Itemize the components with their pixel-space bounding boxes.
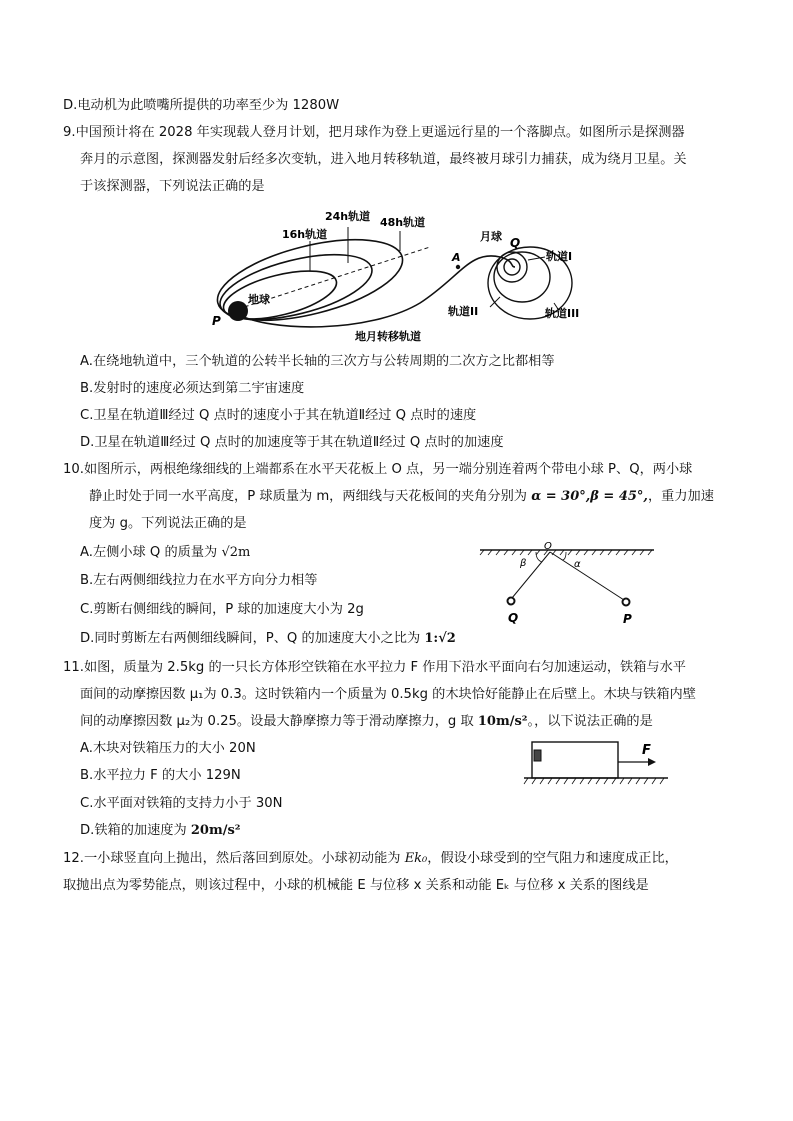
moon	[504, 259, 520, 275]
label-orbit-II: 轨道II	[448, 305, 479, 318]
point-a-dot	[456, 265, 460, 269]
q10-option-d-math: 1:√2	[424, 631, 456, 646]
q10-option-a-text: A.左侧小球 Q 的质量为	[80, 545, 218, 560]
q10-stem-tail: ，重力加速	[647, 489, 714, 504]
label-beta: β	[520, 558, 527, 569]
q9-stem-line1: 9.中国预计将在 2028 年实现载人登月计划，把月球作为登上更遥远行星的一个落脚点。如图所示是探测器	[63, 125, 685, 140]
q9-stem-line2: 奔月的示意图，探测器发射后经多次变轨，进入地月转移轨道，最终被月球引力捕获，成为绕月卫星。关	[80, 152, 687, 167]
q11-option-d	[80, 822, 240, 840]
label-orbit-III: 轨道III	[545, 307, 580, 320]
orbit-diagram	[200, 205, 600, 345]
q12-ek0: Ek₀	[404, 851, 428, 866]
q9-option-c: C.卫星在轨道Ⅲ经过 Q 点时的速度小于其在轨道Ⅱ经过 Q 点时的速度	[80, 408, 477, 423]
label-alpha: α	[574, 559, 581, 570]
ball-q	[508, 598, 515, 605]
q9-stem-line3: 于该探测器，下列说法正确的是	[80, 179, 265, 194]
q10-option-d-text: D.同时剪断左右两侧细线瞬间，P、Q 的加速度大小之比为	[80, 631, 421, 646]
q10-option-c: C.剪断右侧细线的瞬间，P 球的加速度大小为 2g	[80, 602, 364, 617]
q11-g-value: 10m/s²	[477, 714, 528, 729]
q12-stem-line1	[63, 850, 678, 868]
q11-option-b: B.水平拉力 F 的大小 129N	[80, 768, 241, 783]
label-earth: 地球	[248, 293, 270, 306]
label-16h: 16h轨道	[282, 228, 328, 241]
string-left	[512, 552, 550, 598]
box-diagram	[520, 738, 670, 794]
q11-stem-line1: 11.如图，质量为 2.5kg 的一只长方体形空铁箱在水平拉力 F 作用下沿水平面向右匀加速运动，铁箱与水平	[63, 660, 686, 675]
q11-stem-line3	[80, 713, 653, 731]
q9-option-d: D.卫星在轨道Ⅲ经过 Q 点时的加速度等于其在轨道Ⅱ经过 Q 点时的加速度	[80, 435, 504, 450]
q10-angles: α = 30°,β = 45°,	[531, 489, 648, 504]
orbit-I	[497, 252, 527, 282]
q12-stem-line2: 取抛出点为零势能点，则该过程中，小球的机械能 E 与位移 x 关系和动能 Eₖ 与位移 x 关系的图线是	[63, 878, 649, 893]
label-f: F	[642, 743, 651, 758]
wood-block	[534, 750, 541, 761]
ball-p	[623, 599, 630, 606]
label-24h: 24h轨道	[325, 210, 371, 223]
label-moon: 月球	[480, 230, 502, 243]
string-diagram	[478, 540, 658, 630]
q9-option-b: B.发射时的速度必须达到第二宇宙速度	[80, 381, 305, 396]
q11-option-a: A.木块对铁箱压力的大小 20N	[80, 741, 256, 756]
iron-box	[532, 742, 618, 778]
q11-option-d-text: D.铁箱的加速度为	[80, 823, 187, 838]
angle-alpha-arc	[562, 552, 566, 560]
q12-stem-tail: ，假设小球受到的空气阻力和速度成正比，	[427, 851, 678, 866]
label-a: A	[452, 251, 461, 264]
q10-option-b: B.左右两侧细线拉力在水平方向分力相等	[80, 573, 318, 588]
label-p-ball: P	[623, 612, 632, 626]
q9-option-a: A.在绕地轨道中，三个轨道的公转半长轴的三次方与公转周期的二次方之比都相等	[80, 354, 555, 369]
orbit-II	[494, 252, 550, 302]
label-48h: 48h轨道	[380, 216, 426, 229]
q10-stem-line3: 度为 g。下列说法正确的是	[89, 516, 247, 531]
q12-stem-text: 12.一小球竖直向上抛出，然后落回到原处。小球初动能为	[63, 851, 401, 866]
label-o: O	[544, 541, 552, 552]
q10-option-d	[80, 630, 456, 648]
label-p: P	[212, 314, 221, 328]
q8-option-d: D.电动机为此喷嘴所提供的功率至少为 1280W	[63, 98, 340, 113]
label-q: Q	[510, 236, 521, 250]
q10-stem-line2	[89, 488, 714, 506]
label-transfer-orbit: 地月转移轨道	[355, 330, 421, 343]
q10-option-a	[80, 544, 250, 562]
q11-stem-text: 间的动摩擦因数 μ₂为 0.25。设最大静摩擦力等于滑动摩擦力，g 取	[80, 714, 474, 729]
q11-stem-line2: 面间的动摩擦因数 μ₁为 0.3。这时铁箱内一个质量为 0.5kg 的木块恰好能静止在后壁上。木块与铁箱内壁	[80, 687, 696, 702]
q10-option-a-math: √2m	[221, 545, 251, 560]
force-arrowhead	[648, 758, 656, 766]
string-right	[550, 552, 624, 600]
label-orbit-I: 轨道I	[546, 250, 573, 263]
q10-stem-text: 静止时处于同一水平高度，P 球质量为 m，两细线与天花板间的夹角分别为	[89, 489, 527, 504]
q11-stem-tail: 。，以下说法正确的是	[527, 714, 653, 729]
label-q-ball: Q	[508, 611, 519, 625]
earth	[228, 301, 248, 321]
q10-stem-line1: 10.如图所示，两根绝缘细线的上端都系在水平天花板上 O 点，另一端分别连着两个带电小球 P、Q，两小球	[63, 462, 693, 477]
q11-option-d-math: 20m/s²	[190, 823, 241, 838]
q11-option-c: C.水平面对铁箱的支持力小于 30N	[80, 796, 283, 811]
